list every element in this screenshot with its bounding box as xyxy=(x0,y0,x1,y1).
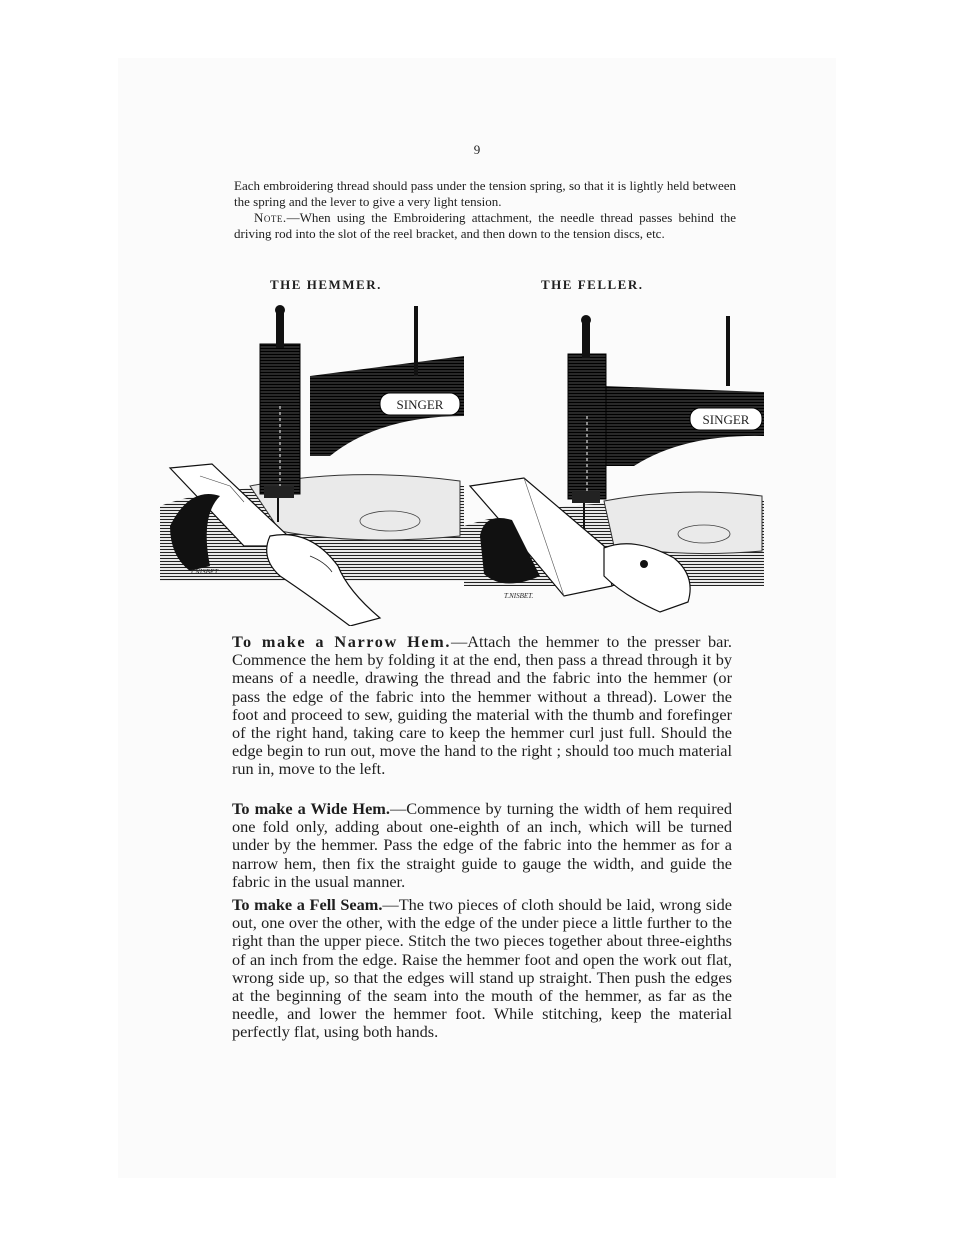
note-paragraph xyxy=(234,210,736,241)
wide-hem-heading: To make a Wide Hem. xyxy=(232,799,390,818)
wide-hem-paragraph xyxy=(232,800,732,891)
hemmer-brand: SINGER xyxy=(396,397,444,412)
wide-hem-text: —Commence by turning the width of hem required one fold only, adding about one-eighth of an inch, which will be turned under by the hemmer. Pass the edge of the fabric into the hemmer as for a narrow hem, then fix the straight guide to gauge the width, and guide the fabric in the usual manner. xyxy=(232,799,732,891)
fell-seam-text: —The two pieces of cloth should be laid, wrong side out, one over the other, with the edge of the under piece a little further to the right than the upper piece. Stitch the two pieces together about three-eighths of an inch from the edge. Raise the hemmer foot and open the work out flat, wrong side up, so that the edges will stand up straight. Then push the edges at the beginning of the seam into the mouth of the hemmer, as far as the needle, and lower the hemmer foot. While stitching, keep the material perfectly flat, using both hands. xyxy=(232,895,732,1042)
feller-caption: THE FELLER. xyxy=(541,277,644,292)
hemmer-caption: THE HEMMER. xyxy=(270,277,382,292)
hemmer-signature: T.NISBET. xyxy=(190,568,220,576)
note-label: Note. xyxy=(254,210,287,225)
narrow-hem-paragraph xyxy=(232,633,732,779)
page-number: 9 xyxy=(473,142,481,157)
feller-illustration xyxy=(464,296,764,626)
fell-seam-paragraph xyxy=(232,896,732,1042)
narrow-hem-heading: To make a Narrow Hem. xyxy=(232,632,452,651)
fell-seam-heading: To make a Fell Seam. xyxy=(232,895,383,914)
feller-brand: SINGER xyxy=(702,412,750,427)
hemmer-illustration xyxy=(160,296,464,626)
note-text: —When using the Embroidering attachment, the needle thread passes behind the driving rod into the slot of the reel bracket, and then down to the tension discs, etc. xyxy=(234,210,736,241)
feller-signature: T.NISBET. xyxy=(504,592,534,600)
intro-paragraph: Each embroidering thread should pass under the tension spring, so that it is lightly held between the spring and the lever to give a very light tension. xyxy=(234,178,736,209)
narrow-hem-text: —Attach the hemmer to the presser bar. Commence the hem by folding it at the end, then pass a thread through it by means of a needle, drawing the thread and the fabric into the hemmer (or pass the edge of the fabric into the hemmer without a thread). Lower the foot and proceed to sew, guiding the material with the thumb and forefinger of the right hand, taking care to keep the hemmer curl just full. Should the edge begin to run out, move the hand to the right ; should too much material run in, move to the left. xyxy=(232,632,732,779)
